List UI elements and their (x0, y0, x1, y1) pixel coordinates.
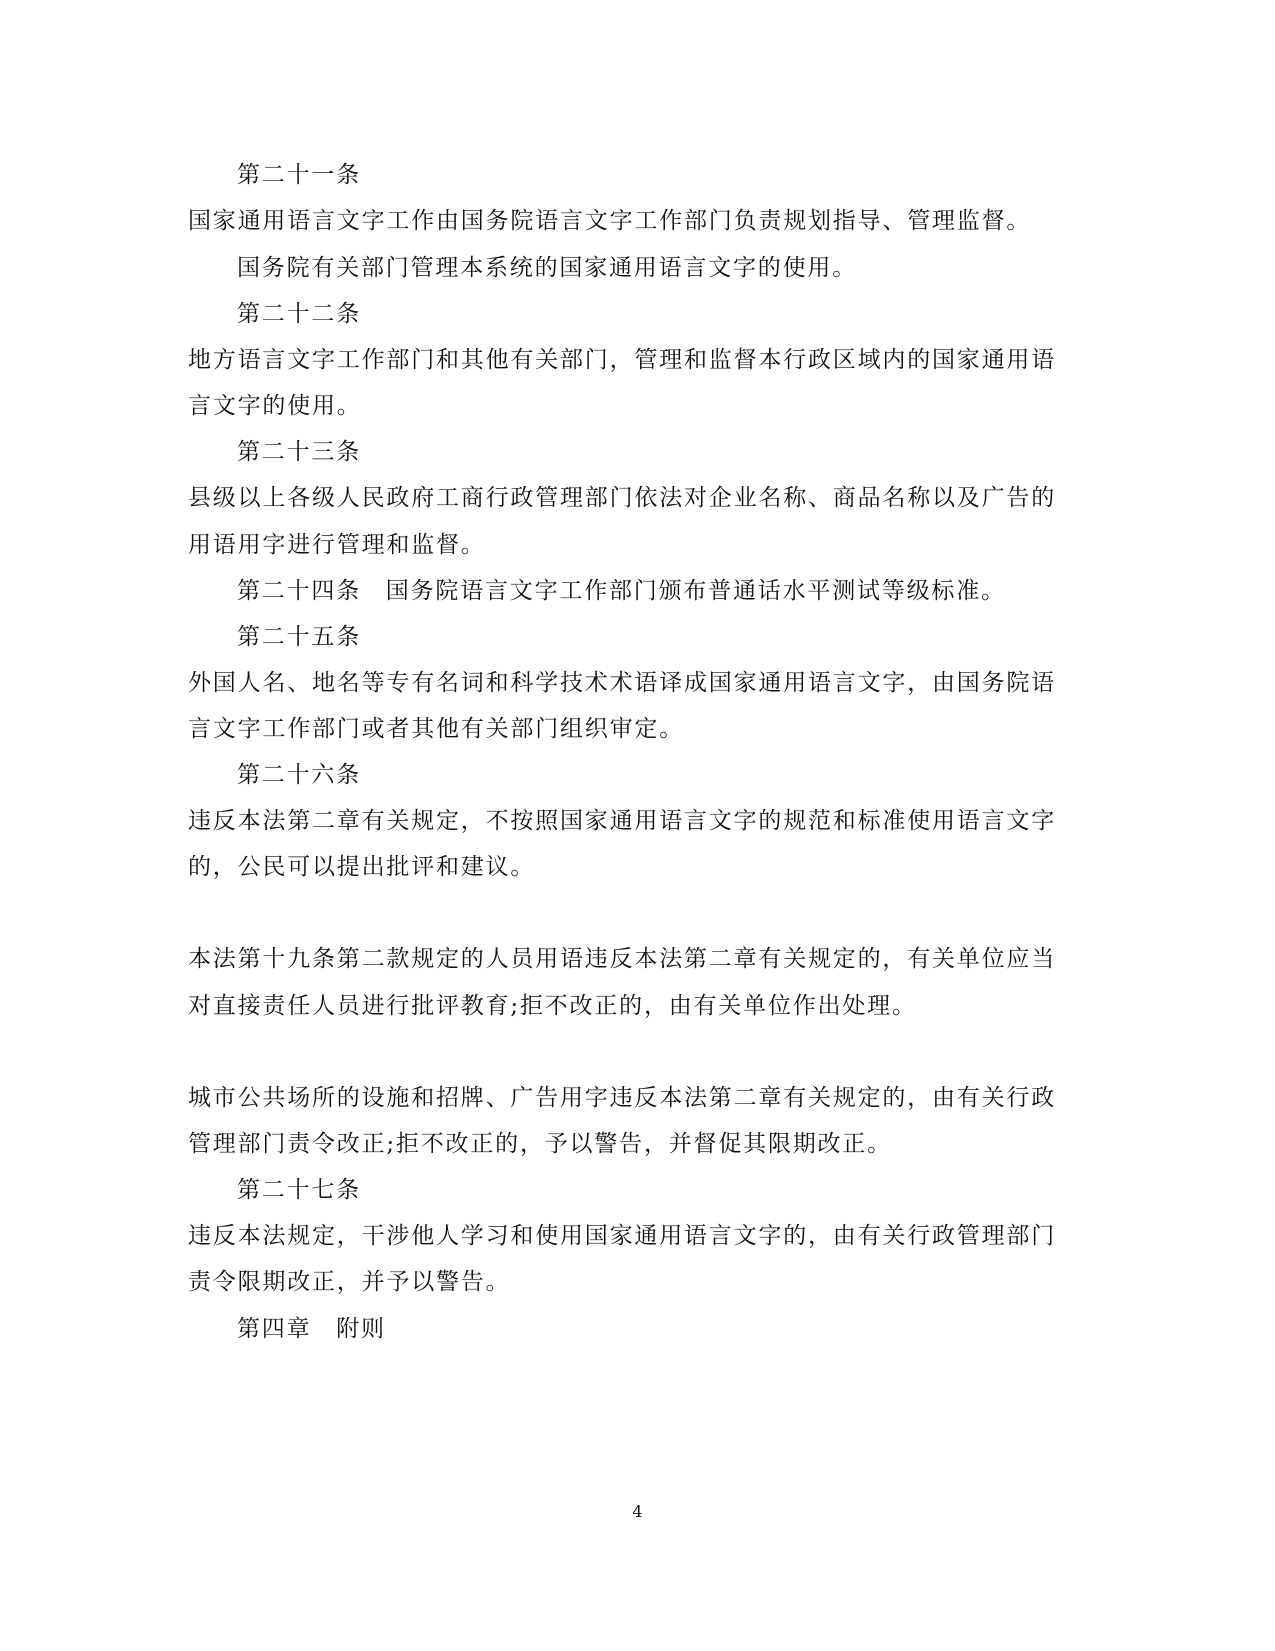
article-24-paragraph: 第二十四条 国务院语言文字工作部门颁布普通话水平测试等级标准。 (237, 578, 1006, 604)
article-21-paragraph-1: 国家通用语言文字工作由国务院语言文字工作部门负责规划指导、管理监督。 (188, 208, 1032, 234)
article-23-text-line-2: 用语用字进行管理和监督。 (188, 532, 486, 558)
article-26-paragraph-3-line-2: 管理部门责令改正;拒不改正的，予以警告，并督促其限期改正。 (188, 1131, 892, 1157)
article-23-text-line-1: 县级以上各级人民政府工商行政管理部门依法对企业名称、商品名称以及广告的 (188, 485, 1056, 511)
article-26-paragraph-2-line-2: 对直接责任人员进行批评教育;拒不改正的，由有关单位作出处理。 (188, 993, 917, 1019)
article-25-text-line-1: 外国人名、地名等专有名词和科学技术术语译成国家通用语言文字，由国务院语 (188, 670, 1056, 696)
article-22-text-line-1: 地方语言文字工作部门和其他有关部门，管理和监督本行政区域内的国家通用语 (188, 347, 1056, 373)
article-26-paragraph-2-line-1: 本法第十九条第二款规定的人员用语违反本法第二章有关规定的，有关单位应当 (188, 946, 1056, 972)
article-23-heading: 第二十三条 (237, 439, 361, 465)
article-22-text-line-2: 言文字的使用。 (188, 393, 362, 419)
article-26-paragraph-1-line-1: 违反本法第二章有关规定，不按照国家通用语言文字的规范和标准使用语言文字 (188, 808, 1056, 834)
chapter-4-heading: 第四章 附则 (237, 1316, 386, 1342)
article-25-heading: 第二十五条 (237, 624, 361, 650)
article-21-heading: 第二十一条 (237, 162, 361, 188)
article-27-text-line-1: 违反本法规定，干涉他人学习和使用国家通用语言文字的，由有关行政管理部门 (188, 1223, 1056, 1249)
article-25-text-line-2: 言文字工作部门或者其他有关部门组织审定。 (188, 716, 684, 742)
article-26-paragraph-3-line-1: 城市公共场所的设施和招牌、广告用字违反本法第二章有关规定的，由有关行政 (188, 1085, 1056, 1111)
article-26-paragraph-1-line-2: 的，公民可以提出批评和建议。 (188, 854, 536, 880)
article-22-heading: 第二十二条 (237, 301, 361, 327)
page-number: 4 (632, 1502, 643, 1521)
article-27-heading: 第二十七条 (237, 1177, 361, 1203)
article-27-text-line-2: 责令限期改正，并予以警告。 (188, 1269, 511, 1295)
article-21-paragraph-2: 国务院有关部门管理本系统的国家通用语言文字的使用。 (237, 255, 857, 281)
article-26-heading: 第二十六条 (237, 762, 361, 788)
